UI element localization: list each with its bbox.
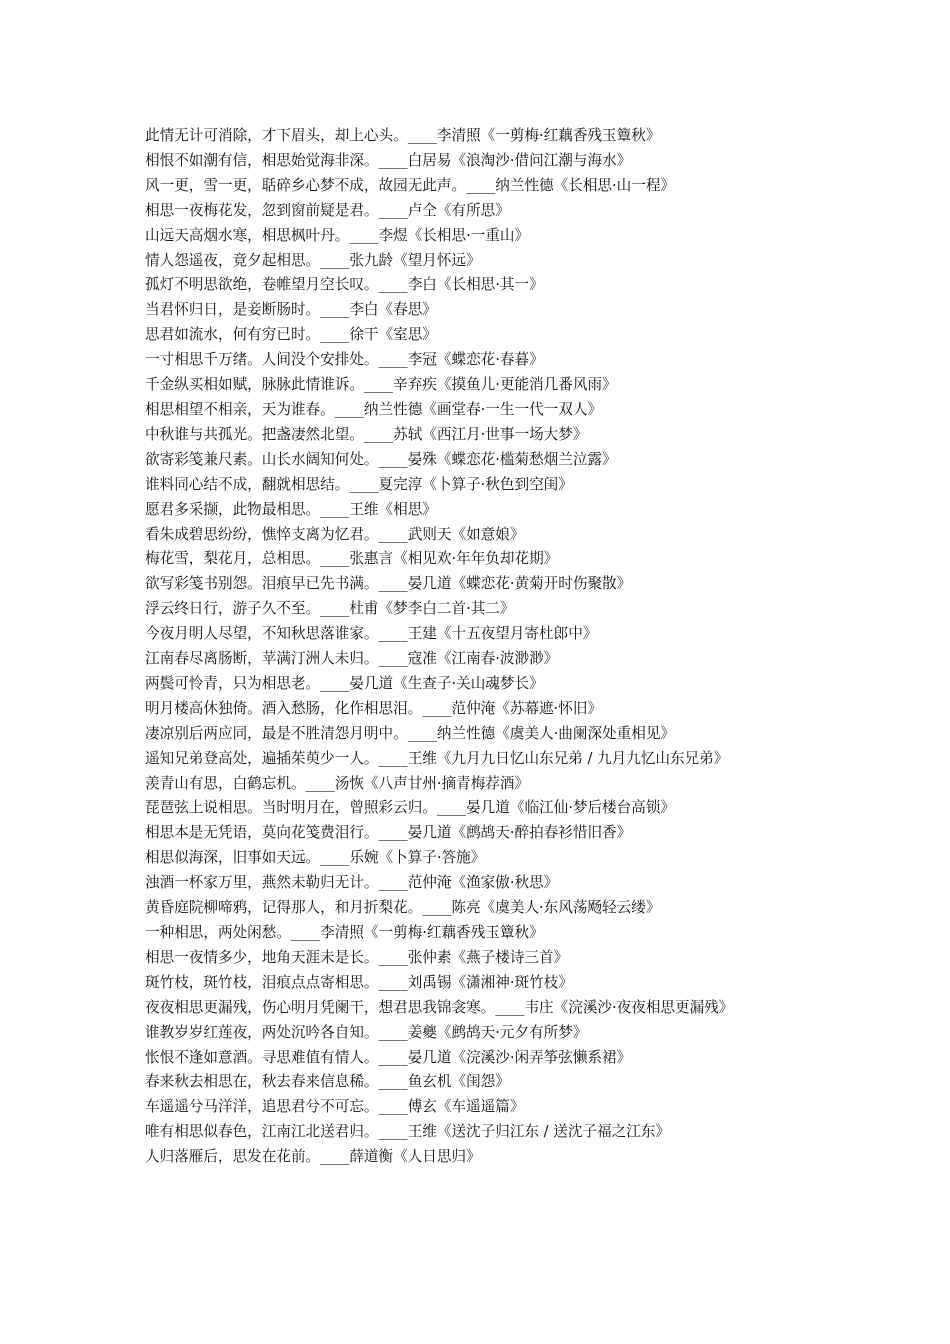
quote-line: 看朱成碧思纷纷，憔悴支离为忆君。____武则天《如意娘》 <box>145 525 525 543</box>
quote-line: 梅花雪，梨花月，总相思。____张惠言《相见欢·年年负却花期》 <box>145 550 559 568</box>
quote-line: 浊酒一杯家万里，燕然未勒归无计。____范仲淹《渔家傲·秋思》 <box>145 874 559 892</box>
quote-line: 明月楼高休独倚。酒入愁肠，化作相思泪。____范仲淹《苏幕遮·怀旧》 <box>145 699 603 717</box>
quote-line: 情人怨遥夜，竟夕起相思。____张九龄《望月怀远》 <box>145 251 481 269</box>
quote-line: 凄凉别后两应同，最是不胜清怨月明中。____纳兰性德《虞美人·曲阑深处重相见》 <box>145 724 676 742</box>
quote-line: 春来秋去相思在，秋去春来信息稀。____鱼玄机《闺怨》 <box>145 1073 510 1091</box>
quote-line: 中秋谁与共孤光。把盏凄然北望。____苏轼《西江月·世事一场大梦》 <box>145 425 588 443</box>
quote-line: 此情无计可消除，才下眉头，却上心头。____李清照《一剪梅·红藕香残玉簟秋》 <box>145 127 661 144</box>
quote-line: 相思似海深，旧事如天远。____乐婉《卜算子·答施》 <box>145 849 486 867</box>
quote-line: 江南春尽离肠断，苹满汀洲人未归。____寇准《江南春·波渺渺》 <box>145 650 559 668</box>
quote-line: 遥知兄弟登高处，遍插茱萸少一人。____王维《九月九日忆山东兄弟 / 九月九忆山东兄弟》 <box>145 749 729 767</box>
quote-line: 欲写彩笺书别怨。泪痕早已先书满。____晏几道《蝶恋花·黄菊开时伤聚散》 <box>145 575 632 593</box>
quote-line: 唯有相思似春色，江南江北送君归。____王维《送沈子归江东 / 送沈子福之江东》 <box>145 1123 670 1141</box>
quote-line: 相思本是无凭语，莫向花笺费泪行。____晏几道《鹧鸪天·醉拍春衫惜旧香》 <box>145 824 632 842</box>
quote-line: 斑竹枝，斑竹枝，泪痕点点寄相思。____刘禹锡《潇湘神·斑竹枝》 <box>145 973 573 991</box>
quote-line: 怅恨不逢如意酒。寻思难值有情人。____晏几道《浣溪沙·闲弄筝弦懒系裙》 <box>145 1048 632 1066</box>
quote-line: 两鬓可怜青，只为相思老。____晏几道《生查子·关山魂梦长》 <box>145 674 544 692</box>
quote-line: 夜夜相思更漏残，伤心明月凭阑干，想君思我锦衾寒。____韦庄《浣溪沙·夜夜相思更漏残》 <box>145 998 734 1016</box>
quote-line: 谁教岁岁红莲夜，两处沉吟各自知。____姜夔《鹧鸪天·元夕有所梦》 <box>145 1023 588 1041</box>
quote-line: 人归落雁后，思发在花前。____薛道衡《人日思归》 <box>145 1148 481 1166</box>
quote-line: 山远天高烟水寒，相思枫叶丹。____李煜《长相思·一重山》 <box>145 226 530 244</box>
quote-line: 当君怀归日，是妾断肠时。____李白《春思》 <box>145 301 437 319</box>
quote-line: 浮云终日行，游子久不至。____杜甫《梦李白二首·其二》 <box>145 600 515 618</box>
quote-line: 欲寄彩笺兼尺素。山长水阔知何处。____晏殊《蝶恋花·槛菊愁烟兰泣露》 <box>145 450 617 468</box>
quote-line: 愿君多采撷，此物最相思。____王维《相思》 <box>145 500 437 518</box>
quote-line: 相恨不如潮有信，相思始觉海非深。____白居易《浪淘沙·借问江潮与海水》 <box>145 151 632 169</box>
quote-line: 千金纵买相如赋，脉脉此情谁诉。____辛弃疾《摸鱼儿·更能消几番风雨》 <box>145 376 617 394</box>
quote-line: 羡青山有思，白鹤忘机。____汤恢《八声甘州·摘青梅荐酒》 <box>145 774 530 792</box>
quote-line: 风一更，雪一更，聒碎乡心梦不成，故园无此声。____纳兰性德《长相思·山一程》 <box>145 176 676 194</box>
quote-line: 一寸相思千万绪。人间没个安排处。____李冠《蝶恋花·春暮》 <box>145 351 544 369</box>
quote-line: 车遥遥兮马洋洋，追思君兮不可忘。____傅玄《车遥遥篇》 <box>145 1098 525 1116</box>
quote-line: 一种相思，两处闲愁。____李清照《一剪梅·红藕香残玉簟秋》 <box>145 924 544 941</box>
quote-line: 相思一夜情多少，地角天涯未是长。____张仲素《燕子楼诗三首》 <box>145 948 569 966</box>
poem-quote-list <box>145 124 815 1170</box>
quote-line: 今夜月明人尽望，不知秋思落谁家。____王建《十五夜望月寄杜郎中》 <box>145 625 598 643</box>
quote-line: 孤灯不明思欲绝，卷帷望月空长叹。____李白《长相思·其一》 <box>145 276 544 294</box>
quote-line: 谁料同心结不成，翻就相思结。____夏完淳《卜算子·秋色到空闺》 <box>145 475 573 493</box>
quote-line: 相思相望不相亲，天为谁春。____纳兰性德《画堂春·一生一代一双人》 <box>145 400 603 418</box>
quote-line: 相思一夜梅花发，忽到窗前疑是君。____卢仝《有所思》 <box>145 201 510 219</box>
quote-line: 黄昏庭院柳啼鸦，记得那人，和月折梨花。____陈亮《虞美人·东风荡飏轻云缕》 <box>145 899 661 917</box>
quote-line: 琵琶弦上说相思。当时明月在，曾照彩云归。____晏几道《临江仙·梦后楼台高锁》 <box>145 799 676 817</box>
quote-line: 思君如流水，何有穷已时。____徐干《室思》 <box>145 326 437 344</box>
